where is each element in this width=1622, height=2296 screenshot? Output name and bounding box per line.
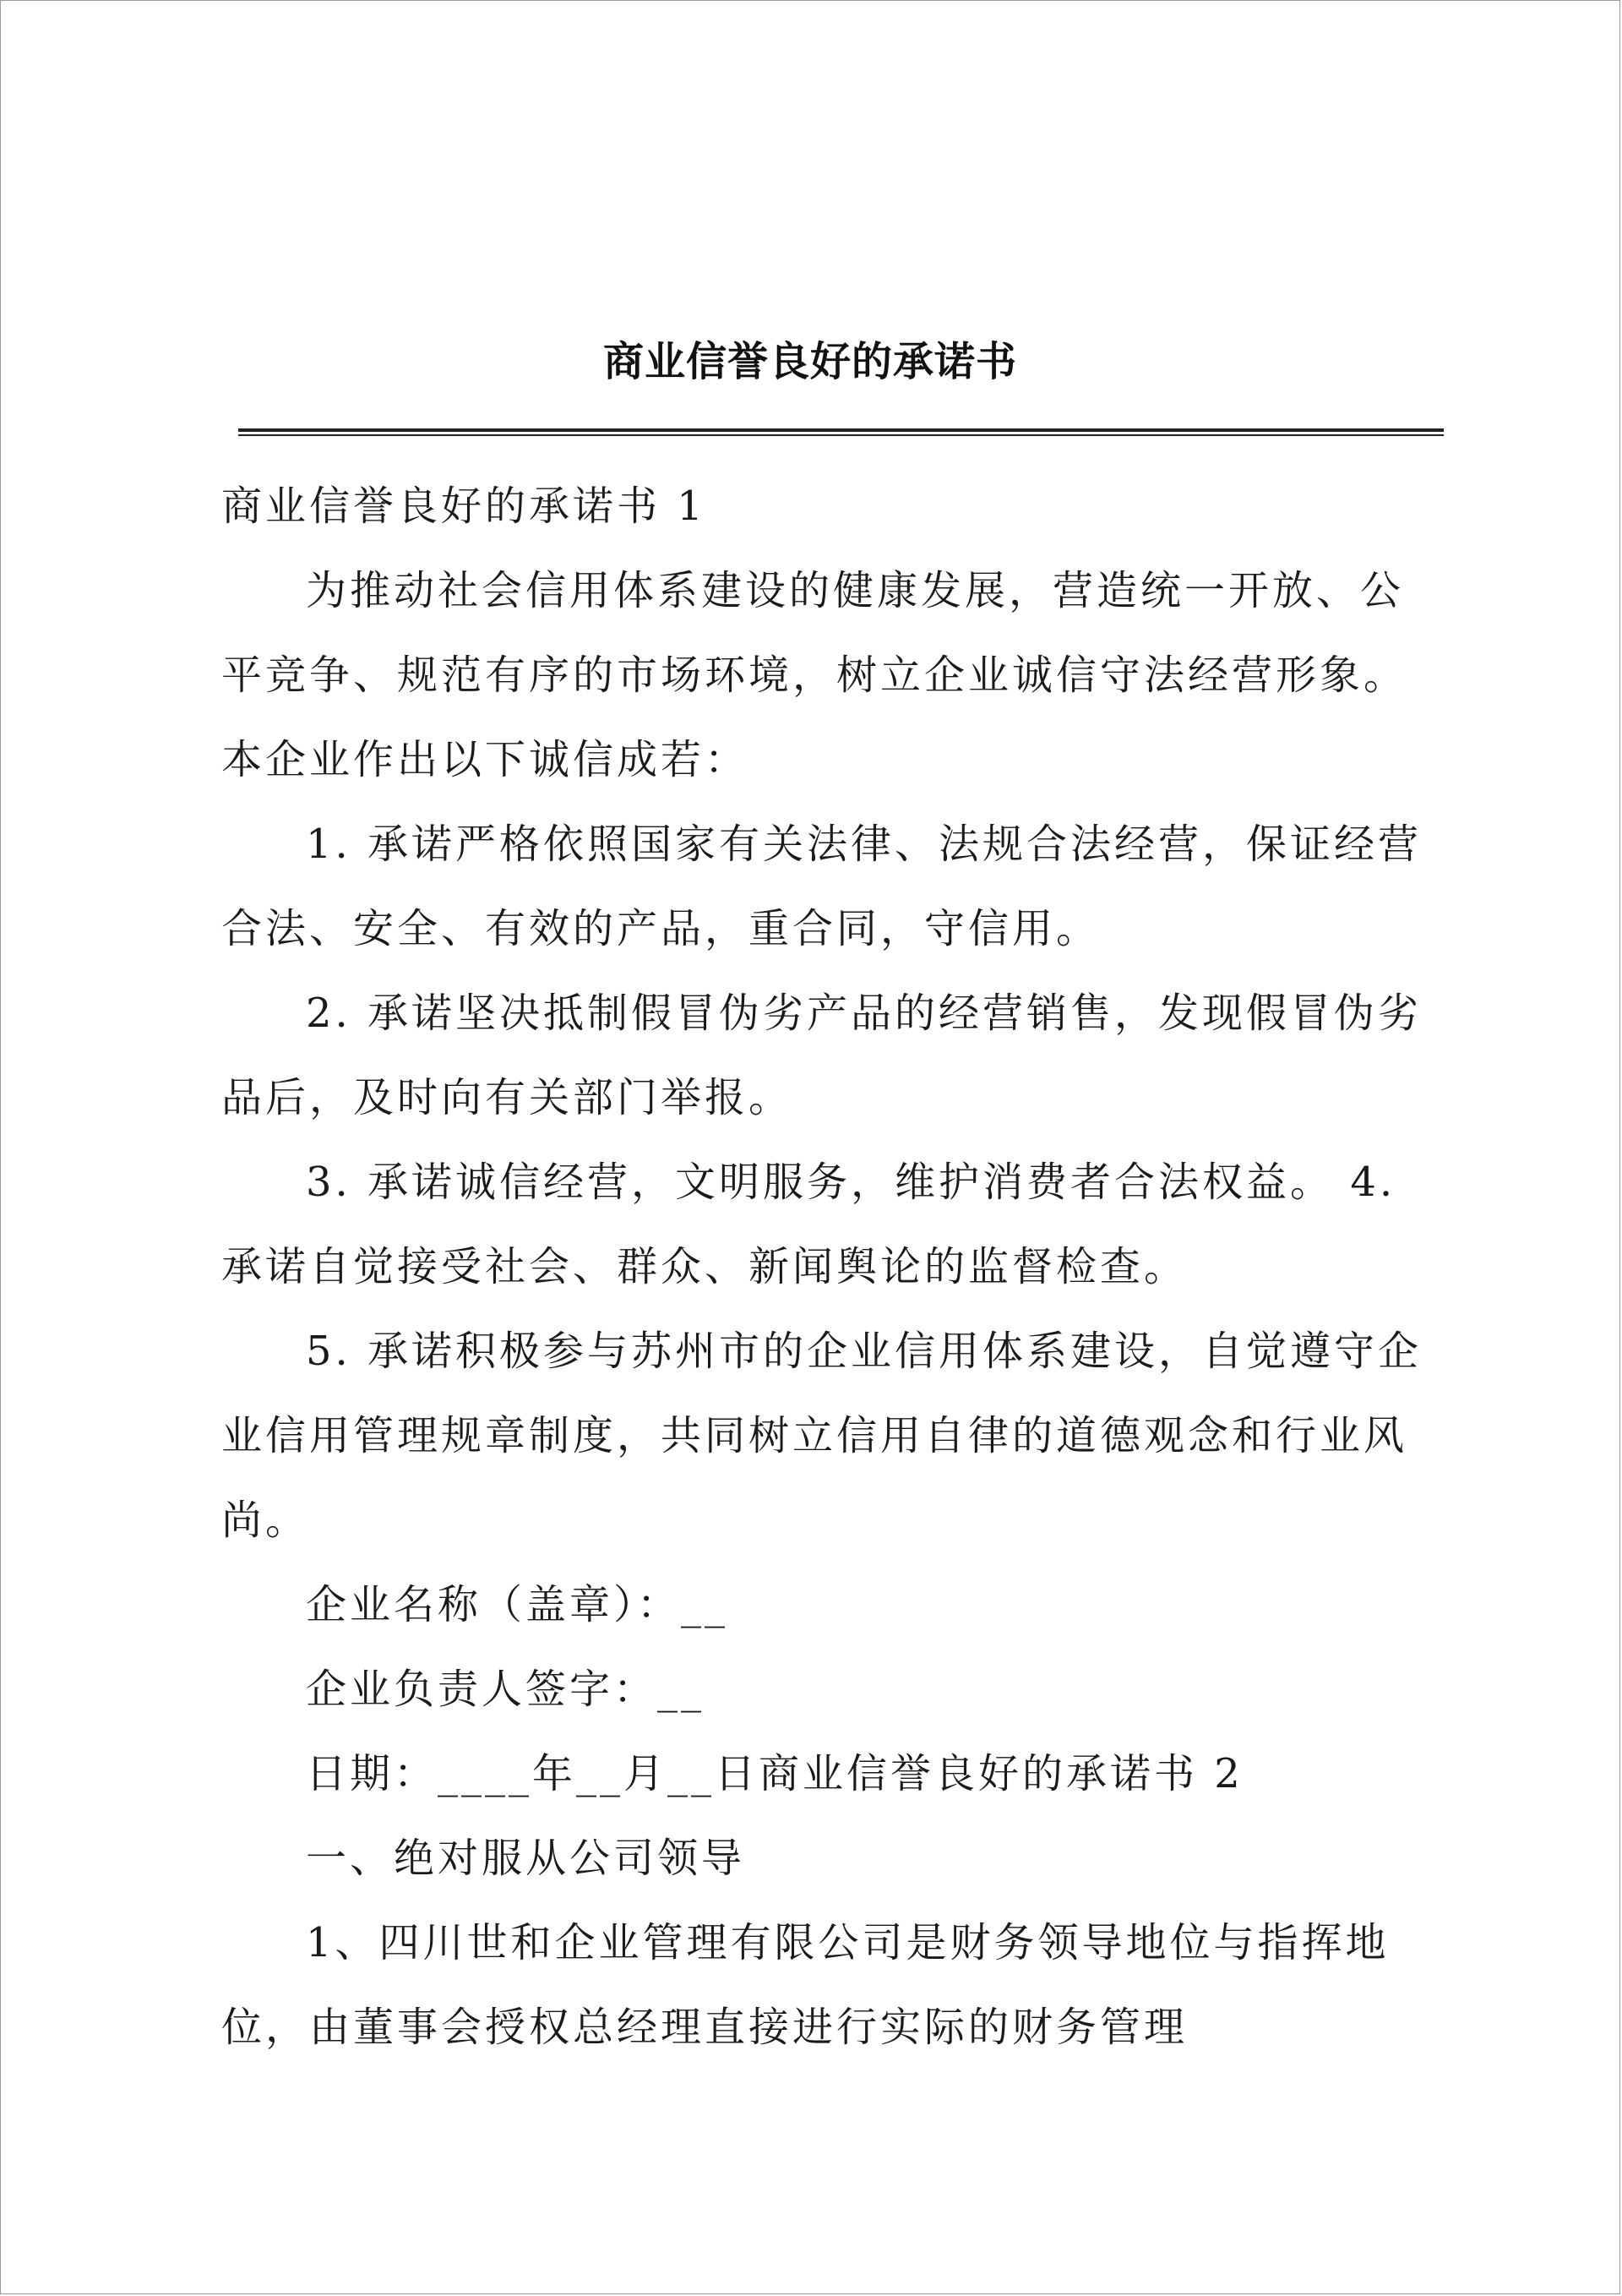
company-name-field: 企业名称（盖章）：__ xyxy=(306,1581,729,1628)
document-title: 商业信誉良好的承诺书 xyxy=(602,338,1017,385)
section-heading-1: 商业信誉良好的承诺书 1 xyxy=(221,483,706,530)
document-body xyxy=(221,464,1438,2070)
intro-paragraph: 为推动社会信用体系建设的健康发展，营造统一开放、公平竞争、规范有序的市场环境，树立企业诚信守法经营形象。 本企业作出以下诚信成若： xyxy=(221,567,1408,783)
rule-thin-line xyxy=(238,434,1444,436)
commitment-item-1: 1. 承诺严格依照国家有关法律、法规合法经营，保证经营合法、安全、有效的产品，重合同，守信用。 xyxy=(221,821,1423,952)
section-one-item-1: 1、四川世和企业管理有限公司是财务领导地位与指挥地位，由董事会授权总经理直接进行实际的财务管理 xyxy=(221,1919,1390,2051)
date-field: 日期：____年__月__日商业信誉良好的承诺书 2 xyxy=(306,1750,1244,1797)
title-double-rule xyxy=(238,428,1444,437)
signature-field: 企业负责人签字：__ xyxy=(306,1666,705,1713)
commitment-item-3-4: 3. 承诺诚信经营，文明服务，维护消费者合法权益。 4. 承诺自觉接受社会、群众、新闻舆论的监督检查。 xyxy=(221,1159,1396,1290)
commitment-item-2: 2. 承诺坚决抵制假冒伪劣产品的经营销售，发现假冒伪劣品后，及时向有关部门举报。 xyxy=(221,990,1423,1121)
rule-thick-line xyxy=(238,428,1444,432)
commitment-item-5: 5. 承诺积极参与苏州市的企业信用体系建设，自觉遵守企业信用管理规章制度，共同树立信用自律的道德观念和行业风尚。 xyxy=(221,1328,1423,1544)
section-one-heading: 一、绝对服从公司领导 xyxy=(306,1835,746,1882)
